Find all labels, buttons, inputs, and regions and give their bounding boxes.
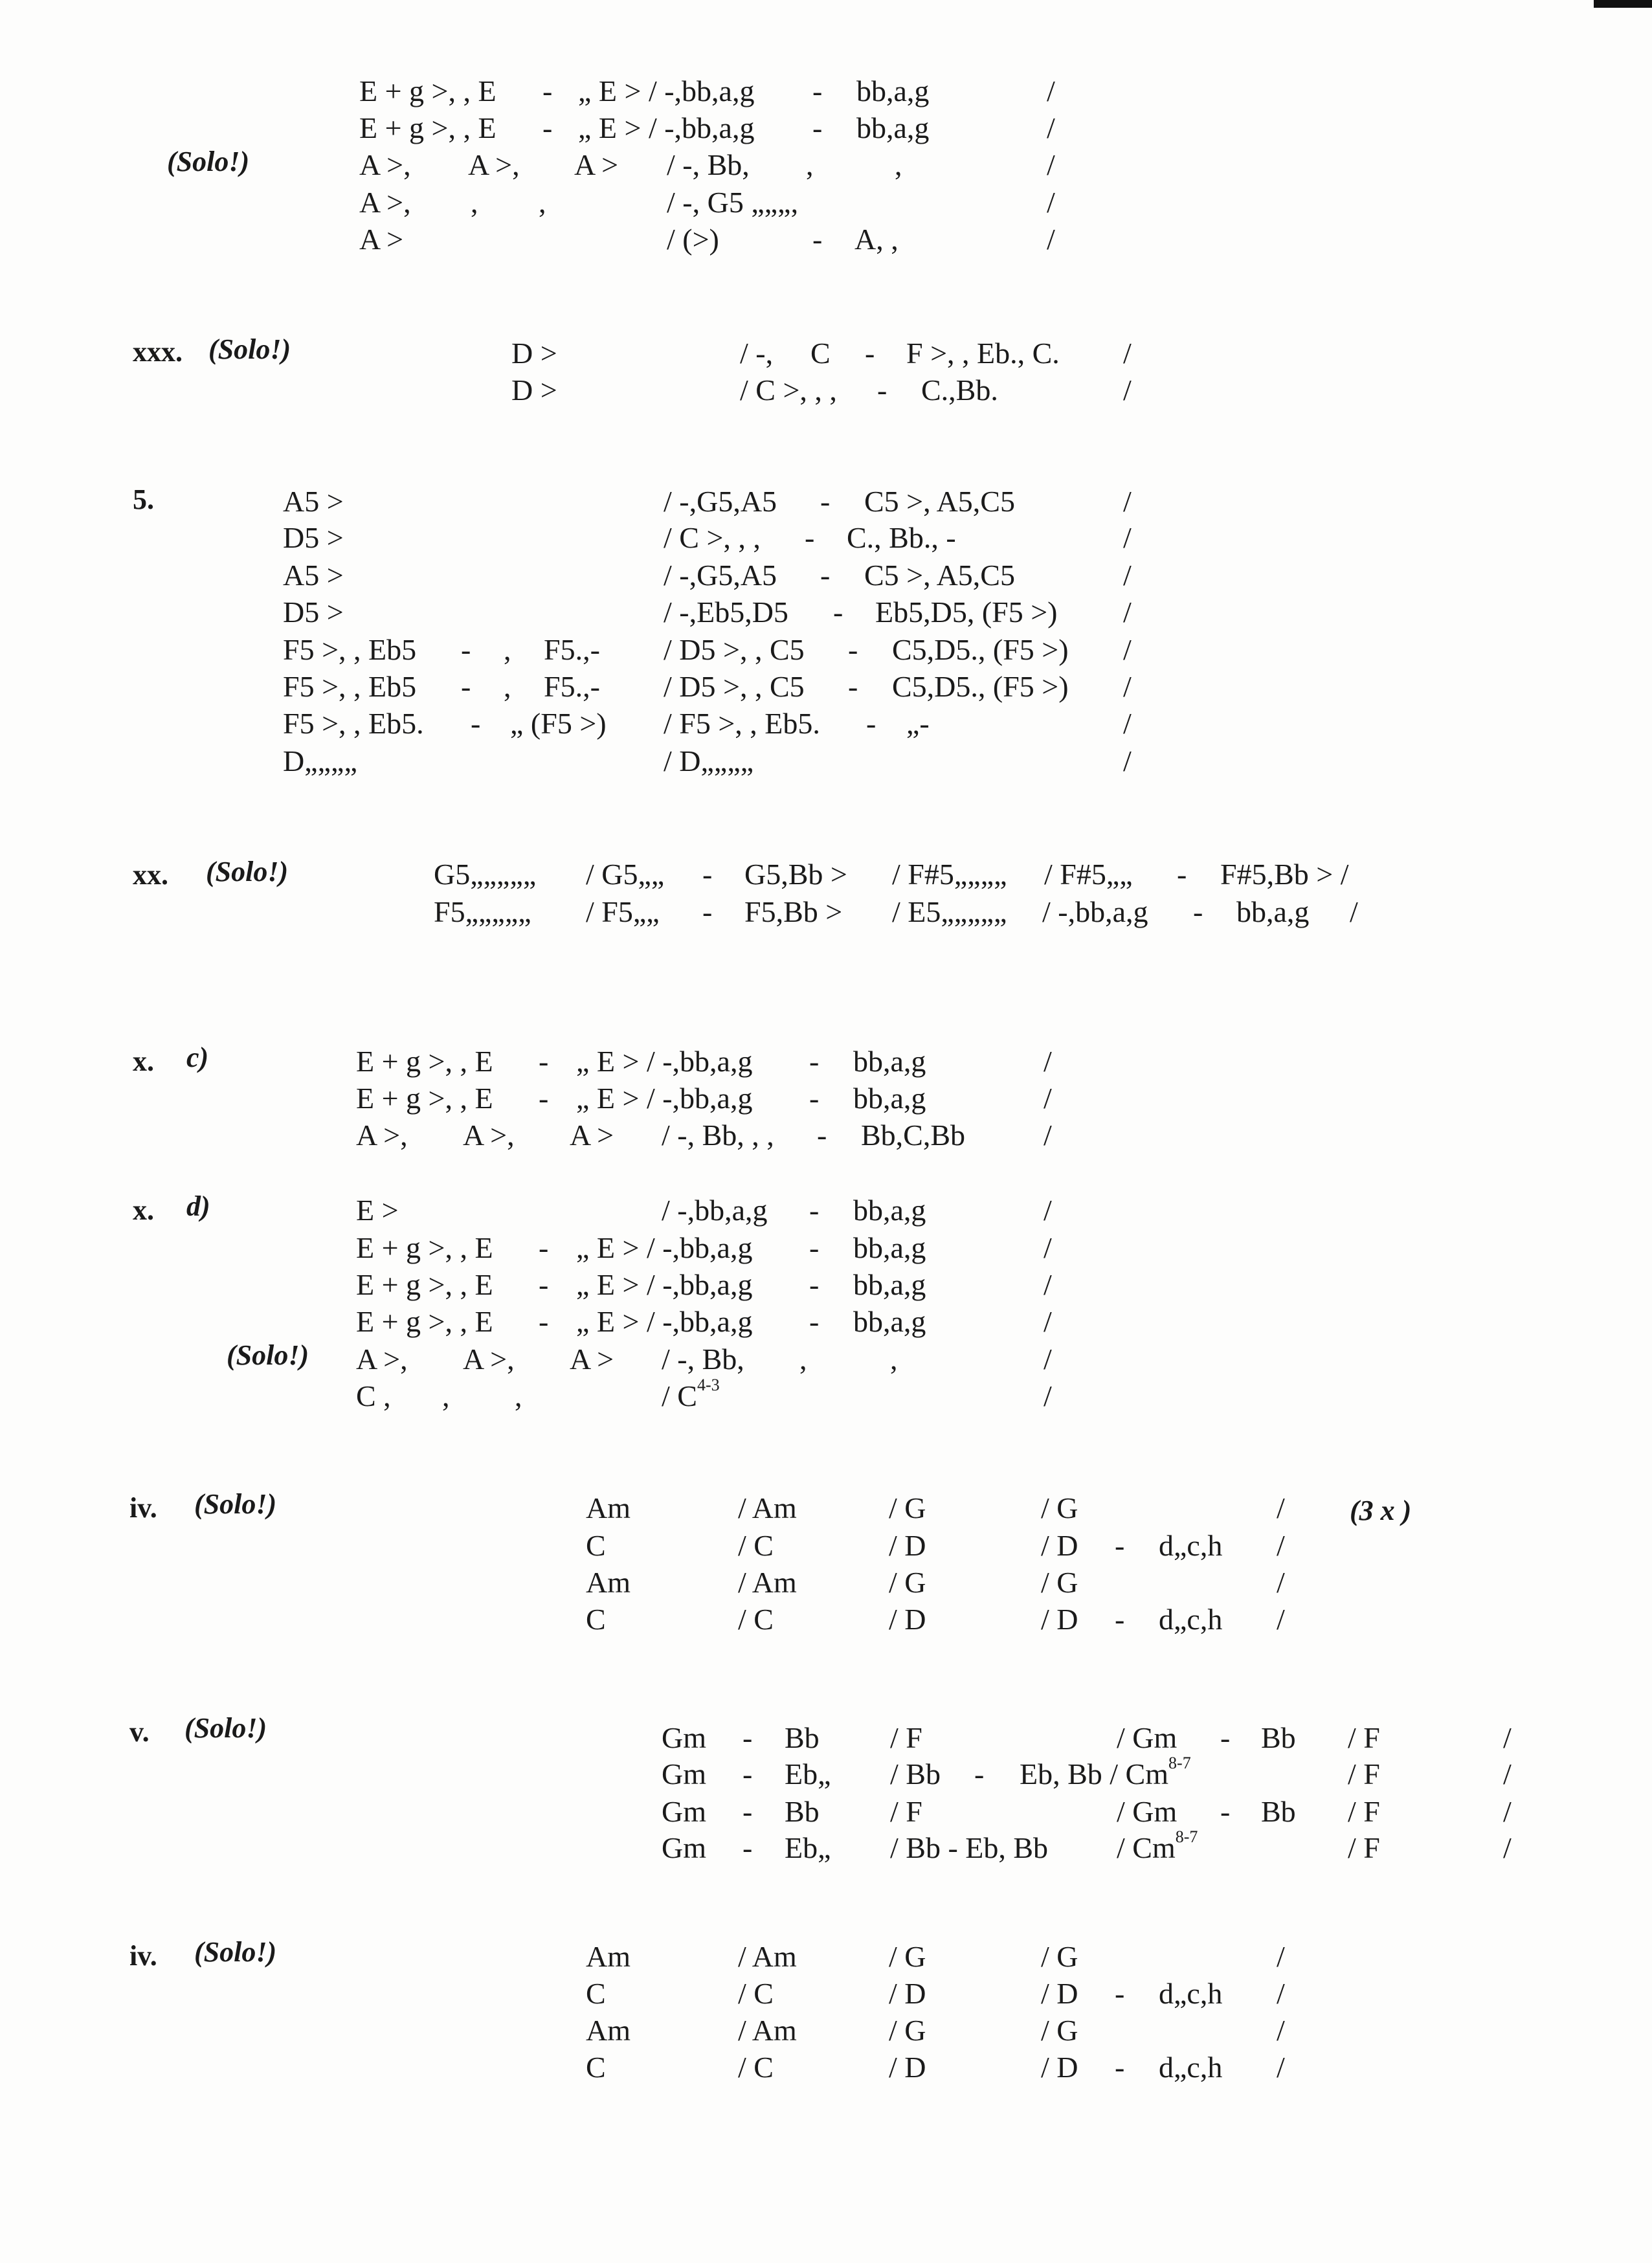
chord-cell: / Am xyxy=(738,1566,797,1599)
chord-cell: Am xyxy=(586,1940,631,1973)
solo-label: (Solo!) xyxy=(208,333,291,365)
chord-cell: / F#5„„ xyxy=(1044,858,1133,891)
chord-cell: / F#5„„„„ xyxy=(892,858,1007,891)
dash: - xyxy=(1193,895,1203,928)
dash: - xyxy=(812,74,823,107)
chord-cell: / -, Bb, , , xyxy=(662,1119,774,1152)
chord-cell: / D xyxy=(889,2051,926,2084)
comma: , xyxy=(504,633,511,666)
dash: - xyxy=(809,1082,820,1115)
dash: - xyxy=(820,485,831,518)
bar-line: / xyxy=(1123,559,1132,592)
chord-cell: / -, xyxy=(740,337,774,370)
chord-cell: C5 >, A5,C5 xyxy=(864,559,1015,592)
chord-cell: F5 >, , Eb5. xyxy=(283,707,424,740)
bar-line: / xyxy=(1503,1757,1512,1790)
chord-cell: / G xyxy=(889,1940,926,1973)
chord-cell: „ E > / -,bb,a,g xyxy=(578,111,755,144)
dash: - xyxy=(1115,1977,1125,2010)
chord-cell: Gm xyxy=(662,1795,706,1828)
bar-line: / xyxy=(1277,1940,1285,1973)
chord-cell: bb,a,g xyxy=(853,1231,926,1264)
chord-cell: A >, xyxy=(468,148,520,181)
chord-cell: / F xyxy=(1348,1795,1380,1828)
bar-line: / xyxy=(1044,1379,1052,1412)
chord-cell: „ E > / -,bb,a,g xyxy=(576,1045,753,1078)
chord-cell: F#5,Bb > / xyxy=(1220,858,1349,891)
chord-cell: / -,bb,a,g xyxy=(1042,895,1148,928)
chord-cell: E + g >, , E xyxy=(356,1305,493,1338)
bar-line: / xyxy=(1123,337,1132,370)
chord-cell: bb,a,g xyxy=(853,1082,926,1115)
chord-cell: / C xyxy=(738,2051,774,2084)
chord-cell: Gm xyxy=(662,1721,706,1754)
chord-cell: D5 > xyxy=(283,521,344,554)
bar-line: / xyxy=(1277,1491,1285,1524)
chord-cell: Am xyxy=(586,1491,631,1524)
dash: - xyxy=(471,707,481,740)
chord-cell: / Am xyxy=(738,2014,797,2047)
chord-cell: Bb xyxy=(1261,1795,1296,1828)
solo-label: (Solo!) xyxy=(194,1488,277,1520)
chord-cell: d„c,h xyxy=(1159,1603,1223,1636)
chord-cell: Bb xyxy=(785,1721,820,1754)
chord-cell: Bb xyxy=(785,1795,820,1828)
chord-cell: / D xyxy=(889,1529,926,1562)
chord-cell: / Gm xyxy=(1117,1795,1178,1828)
dash: - xyxy=(820,559,831,592)
chord-cell: / F xyxy=(1348,1831,1380,1864)
bar-line: / xyxy=(1047,148,1055,181)
chord-cell: C5,D5., (F5 >) xyxy=(892,633,1069,666)
dash: - xyxy=(877,373,887,407)
bar-line: / xyxy=(1277,2051,1285,2084)
chord-cell: / D„„„„ xyxy=(664,744,754,777)
comma: , xyxy=(806,148,814,181)
dash: - xyxy=(702,858,713,891)
bar-line: / xyxy=(1277,1603,1285,1636)
chord-cell: / E5„„„„„ xyxy=(892,895,1007,928)
chord-cell: / F5 >, , Eb5. xyxy=(664,707,820,740)
dash: - xyxy=(542,111,553,144)
bar-line: / xyxy=(1503,1831,1512,1864)
comma: , xyxy=(504,670,511,703)
chord-cell: / F xyxy=(890,1795,922,1828)
bar-line: / xyxy=(1277,1529,1285,1562)
chord-cell: / -, Bb, xyxy=(667,148,750,181)
chord-cell: Am xyxy=(586,1566,631,1599)
chord-cell: „ (F5 >) xyxy=(510,707,607,740)
chord-cell: „ E > / -,bb,a,g xyxy=(576,1082,753,1115)
chord-cell: / D xyxy=(889,1977,926,2010)
chord-cell: Eb„ xyxy=(785,1831,831,1864)
chord-cell: bb,a,g xyxy=(856,111,930,144)
chord-cell: D > xyxy=(511,373,557,407)
dash: - xyxy=(812,111,823,144)
chord-cell: / -,G5,A5 xyxy=(664,485,777,518)
chord-cell: A5 > xyxy=(283,485,344,518)
solo-label: (Solo!) xyxy=(206,856,289,887)
dash: - xyxy=(848,670,858,703)
dash: - xyxy=(1220,1721,1231,1754)
chord-cell: G5,Bb > xyxy=(744,858,847,891)
chord-extension: 8-7 xyxy=(1175,1827,1198,1846)
chord-cell: „ E > / -,bb,a,g xyxy=(578,74,755,107)
chord-cell: E + g >, , E xyxy=(356,1045,493,1078)
dash: - xyxy=(539,1305,549,1338)
repeat-marker: (3 x ) xyxy=(1350,1495,1412,1526)
bar-line: / xyxy=(1047,74,1055,107)
chord-cell: E + g >, , E xyxy=(356,1082,493,1115)
dash: - xyxy=(974,1757,985,1790)
chord-cell: A, , xyxy=(854,223,899,256)
solo-label: (Solo!) xyxy=(167,146,250,177)
dash: - xyxy=(539,1082,549,1115)
chord-cell: / (>) xyxy=(667,223,719,256)
dash: - xyxy=(809,1045,820,1078)
chord-cell: Gm xyxy=(662,1757,706,1790)
bar-line: / xyxy=(1277,1566,1285,1599)
chord-cell: F5 >, , Eb5 xyxy=(283,633,417,666)
chord-cell: F5.,- xyxy=(544,633,600,666)
dash: - xyxy=(542,74,553,107)
comma: , xyxy=(799,1343,807,1376)
chord-cell: Am xyxy=(586,2014,631,2047)
chord-cell: F5„„„„„ xyxy=(434,895,531,928)
bar-line: / xyxy=(1044,1305,1052,1338)
dash: - xyxy=(1115,1529,1125,1562)
bar-line: / xyxy=(1350,895,1358,928)
bar-line: / xyxy=(1503,1721,1512,1754)
dash: - xyxy=(833,596,843,629)
dash: - xyxy=(742,1795,753,1828)
chord-cell: Bb,C,Bb xyxy=(861,1119,966,1152)
dash: - xyxy=(461,670,471,703)
chord-cell: D > xyxy=(511,337,557,370)
chord-cell: / G xyxy=(1041,2014,1078,2047)
dash: - xyxy=(812,223,823,256)
chord-cell: A > xyxy=(570,1119,614,1152)
chord-cell: / C xyxy=(738,1529,774,1562)
chord-cell: A > xyxy=(570,1343,614,1376)
chord-name: / C xyxy=(662,1379,697,1412)
bar-line: / xyxy=(1123,633,1132,666)
section-sublabel: d) xyxy=(186,1190,210,1222)
section-label: v. xyxy=(129,1716,150,1748)
chord-cell: d„c,h xyxy=(1159,1529,1223,1562)
chord-cell: bb,a,g xyxy=(853,1268,926,1301)
chord-cell: bb,a,g xyxy=(856,74,930,107)
chord-cell: E + g >, , E xyxy=(359,74,497,107)
chord-cell: / F xyxy=(890,1721,922,1754)
chord-cell: / Gm xyxy=(1117,1721,1178,1754)
comma: , xyxy=(895,148,902,181)
bar-line: / xyxy=(1123,521,1132,554)
chord-cell: bb,a,g xyxy=(1236,895,1310,928)
chord-cell: A >, xyxy=(356,1119,408,1152)
chord-cell: / G xyxy=(889,1491,926,1524)
chord-cell: Gm xyxy=(662,1831,706,1864)
dash: - xyxy=(866,707,876,740)
bar-line: / xyxy=(1047,186,1055,219)
chord-cell: „- xyxy=(906,707,930,740)
solo-label: (Solo!) xyxy=(194,1936,277,1968)
chord-cell: C , xyxy=(356,1379,391,1412)
chord-cell: C., Bb., - xyxy=(847,521,956,554)
dash: - xyxy=(702,895,713,928)
bar-line: / xyxy=(1047,223,1055,256)
chord-cell: D5 > xyxy=(283,596,344,629)
section-label: xxx. xyxy=(133,336,183,368)
chord-cell: / -,G5,A5 xyxy=(664,559,777,592)
chord-cell: Bb xyxy=(1261,1721,1296,1754)
dash: - xyxy=(848,633,858,666)
chord-cell: E + g >, , E xyxy=(359,111,497,144)
chord-cell: / G xyxy=(889,2014,926,2047)
chord-cell: A >, xyxy=(359,148,411,181)
chord-cell: C5 >, A5,C5 xyxy=(864,485,1015,518)
chord-cell: / C >, , , xyxy=(740,373,837,407)
chord-cell: Eb„ xyxy=(785,1757,831,1790)
chord-cell: bb,a,g xyxy=(853,1045,926,1078)
bar-line: / xyxy=(1277,2014,1285,2047)
dash: - xyxy=(539,1045,549,1078)
chord-cell: / G xyxy=(1041,1940,1078,1973)
chord-cell: G5„„„„„ xyxy=(434,858,537,891)
chord-cell: F5,Bb > xyxy=(744,895,843,928)
chord-cell: / -, G5 „„„, xyxy=(667,186,799,219)
chord-cell: / G xyxy=(1041,1566,1078,1599)
chord-cell: C5,D5., (F5 >) xyxy=(892,670,1069,703)
dash: - xyxy=(809,1194,820,1227)
chord-cell: C xyxy=(586,1603,606,1636)
chord-cell: / Am xyxy=(738,1491,797,1524)
comma: , xyxy=(471,186,478,219)
dash: - xyxy=(1115,2051,1125,2084)
bar-line: / xyxy=(1047,111,1055,144)
chord-cell: C xyxy=(586,1977,606,2010)
chord-cell: A >, xyxy=(359,186,411,219)
chord-cell: / F5„„ xyxy=(586,895,660,928)
chord-cell: / D xyxy=(1041,1603,1078,1636)
chord-cell: C xyxy=(810,337,831,370)
chord-cell: E + g >, , E xyxy=(356,1268,493,1301)
chord-cell: / D5 >, , C5 xyxy=(664,670,805,703)
dash: - xyxy=(539,1268,549,1301)
chord-cell: F5 >, , Eb5 xyxy=(283,670,417,703)
dash: - xyxy=(742,1757,753,1790)
bar-line: / xyxy=(1044,1194,1052,1227)
chord-cell: / Bb xyxy=(890,1757,941,1790)
bar-line: / xyxy=(1123,485,1132,518)
chord-cell: A >, xyxy=(463,1119,515,1152)
chord-cell: „ E > / -,bb,a,g xyxy=(576,1231,753,1264)
comma: , xyxy=(890,1343,898,1376)
chord-cell: / C xyxy=(738,1603,774,1636)
dash: - xyxy=(1115,1603,1125,1636)
chord-cell: A5 > xyxy=(283,559,344,592)
solo-label: (Solo!) xyxy=(227,1339,309,1371)
chord-cell xyxy=(1020,1754,1191,1790)
section-label: x. xyxy=(133,1045,154,1077)
bar-line: / xyxy=(1044,1119,1052,1152)
chord-cell xyxy=(662,1376,720,1412)
chord-cell: / D xyxy=(1041,2051,1078,2084)
chord-cell: A > xyxy=(359,223,404,256)
dash: - xyxy=(805,521,815,554)
chord-cell: Eb5,D5, (F5 >) xyxy=(875,596,1058,629)
chord-cell: / Am xyxy=(738,1940,797,1973)
section-label: x. xyxy=(133,1194,154,1226)
chord-cell: d„c,h xyxy=(1159,2051,1223,2084)
section-label: iv. xyxy=(129,1940,157,1972)
chord-cell: A >, xyxy=(356,1343,408,1376)
chord-cell: C.,Bb. xyxy=(921,373,998,407)
chord-cell: / F xyxy=(1348,1721,1380,1754)
dash: - xyxy=(742,1831,753,1864)
chord-cell: / G5„„ xyxy=(586,858,665,891)
chord-cell: d„c,h xyxy=(1159,1977,1223,2010)
bar-line: / xyxy=(1044,1231,1052,1264)
dash: - xyxy=(809,1268,820,1301)
dash: - xyxy=(1220,1795,1231,1828)
chord-cell: / -,Eb5,D5 xyxy=(664,596,788,629)
comma: , xyxy=(442,1379,450,1412)
bar-line: / xyxy=(1277,1977,1285,2010)
chord-cell: / F xyxy=(1348,1757,1380,1790)
dash: - xyxy=(809,1231,820,1264)
bar-line: / xyxy=(1123,373,1132,407)
section-label: 5. xyxy=(133,484,154,515)
chord-cell: / D xyxy=(1041,1977,1078,2010)
chord-cell: / D xyxy=(1041,1529,1078,1562)
section-label: xx. xyxy=(133,859,168,891)
chord-cell: C xyxy=(586,1529,606,1562)
dash: - xyxy=(461,633,471,666)
chord-cell: D„„„„ xyxy=(283,744,357,777)
chord-cell: bb,a,g xyxy=(853,1305,926,1338)
chord-cell: / D xyxy=(889,1603,926,1636)
section-label: iv. xyxy=(129,1492,157,1524)
bar-line: / xyxy=(1503,1795,1512,1828)
chord-cell: / D5 >, , C5 xyxy=(664,633,805,666)
chord-cell: F5.,- xyxy=(544,670,600,703)
chord-cell: / -, Bb, xyxy=(662,1343,744,1376)
dash: - xyxy=(817,1119,827,1152)
chord-cell: C xyxy=(586,2051,606,2084)
chord-name: / Cm xyxy=(1117,1831,1176,1864)
bar-line: / xyxy=(1044,1343,1052,1376)
chord-cell: E + g >, , E xyxy=(356,1231,493,1264)
dash: - xyxy=(539,1231,549,1264)
chord-extension: 8-7 xyxy=(1168,1754,1191,1772)
bar-line: / xyxy=(1044,1268,1052,1301)
chord-extension: 4-3 xyxy=(697,1376,720,1394)
chord-cell: / -,bb,a,g xyxy=(662,1194,768,1227)
chord-cell: / G xyxy=(1041,1491,1078,1524)
bar-line: / xyxy=(1123,596,1132,629)
chord-cell: / C >, , , xyxy=(664,521,761,554)
chord-cell: „ E > / -,bb,a,g xyxy=(576,1268,753,1301)
chord-cell: E > xyxy=(356,1194,399,1227)
chord-name: Eb, Bb / Cm xyxy=(1020,1757,1169,1790)
dash: - xyxy=(809,1305,820,1338)
comma: , xyxy=(515,1379,522,1412)
dash: - xyxy=(1177,858,1187,891)
section-sublabel: c) xyxy=(186,1042,209,1073)
chord-cell: A > xyxy=(574,148,619,181)
chord-cell: A >, xyxy=(463,1343,515,1376)
solo-label: (Solo!) xyxy=(184,1712,267,1744)
bar-line: / xyxy=(1123,707,1132,740)
bar-line: / xyxy=(1123,744,1132,777)
dash: - xyxy=(865,337,875,370)
dash: - xyxy=(742,1721,753,1754)
chord-cell xyxy=(1117,1827,1198,1864)
chord-cell: / C xyxy=(738,1977,774,2010)
corner-mark xyxy=(1594,0,1652,8)
comma: , xyxy=(539,186,546,219)
bar-line: / xyxy=(1044,1045,1052,1078)
chord-cell: bb,a,g xyxy=(853,1194,926,1227)
chord-cell: F >, , Eb., C. xyxy=(906,337,1060,370)
chord-cell: / G xyxy=(889,1566,926,1599)
chord-cell: / Bb - Eb, Bb xyxy=(890,1831,1049,1864)
chord-cell: „ E > / -,bb,a,g xyxy=(576,1305,753,1338)
bar-line: / xyxy=(1123,670,1132,703)
bar-line: / xyxy=(1044,1082,1052,1115)
